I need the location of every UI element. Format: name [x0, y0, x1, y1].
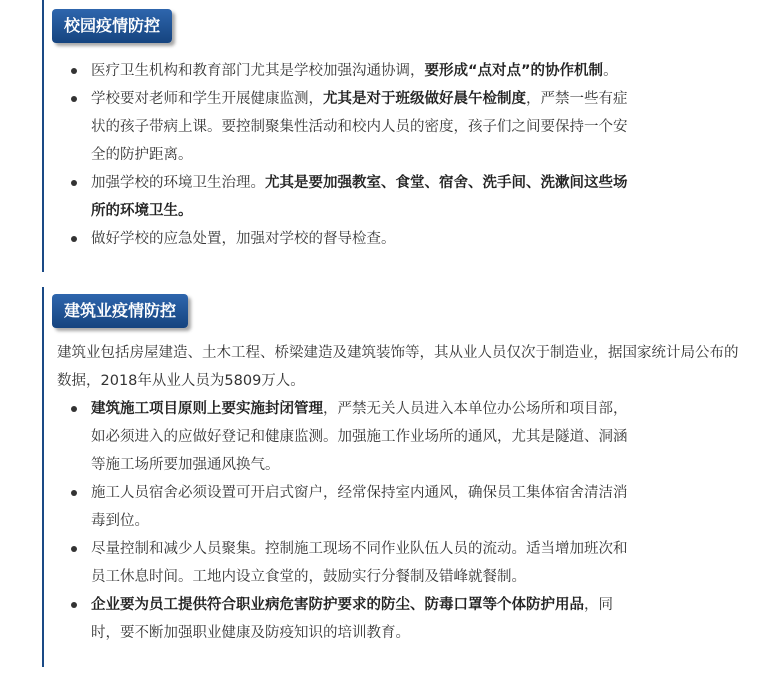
bullet-icon [71, 180, 77, 186]
item-text-bold: 企业要为员工提供符合职业病危害防护要求的防尘、防毒口罩等个体防护用品 [91, 597, 584, 613]
list-item [57, 395, 637, 479]
item-text: 医疗卫生机构和教育部门尤其是学校加强沟通协调， [91, 63, 425, 79]
list-item [57, 169, 637, 225]
section-divider-line [42, 287, 44, 667]
bullet-icon [71, 406, 77, 412]
item-text: 做好学校的应急处置，加强对学校的督导检查。 [91, 231, 396, 247]
bullet-icon [71, 96, 77, 102]
section-divider-line [42, 0, 44, 272]
section-heading: 校园疫情防控 [52, 9, 172, 43]
item-text: 。 [603, 63, 618, 79]
bullet-icon [71, 236, 77, 242]
section-campus [0, 0, 775, 275]
item-text: ，严禁一些有症状的孩子带病上课。要控制聚集性活动和校内人员的密度，孩子们之间要保持一个安全的防护距离。 [91, 91, 628, 163]
section-construction [0, 287, 775, 677]
item-text-bold: 要形成“点对点”的协作机制 [424, 63, 604, 79]
bullet-icon [71, 602, 77, 608]
item-text: 施工人员宿舍必须设置可开启式窗户，经常保持室内通风，确保员工集体宿舍清洁消毒到位。 [91, 485, 628, 529]
bullet-icon [71, 490, 77, 496]
list-item [57, 225, 637, 253]
item-text-bold: 尤其是要加强教室、食堂、宿舍、洗手间、洗漱间这些场所的环境卫生。 [91, 175, 628, 219]
item-text: ，严禁无关人员进入本单位办公场所和项目部，如必须进入的应做好登记和健康监测。加强施工作业场所的通风，尤其是隧道、洞涵等施工场所要加强通风换气。 [91, 401, 628, 473]
item-text: 学校要对老师和学生开展健康监测， [91, 91, 323, 107]
list-item [57, 85, 637, 169]
section-intro: 建筑业包括房屋建造、土木工程、桥梁建造及建筑装饰等，其从业人员仅次于制造业，据国家统计局公布的数据，2018年从业人员为5809万人。 [57, 345, 739, 389]
list-item [57, 591, 637, 647]
section-heading: 建筑业疫情防控 [52, 294, 188, 328]
item-text-bold: 尤其是对于班级做好晨午检制度 [323, 91, 526, 107]
item-text-bold: 建筑施工项目原则上要实施封闭管理 [91, 401, 323, 417]
bullet-icon [71, 546, 77, 552]
bullet-list [57, 57, 637, 253]
bullet-list [57, 395, 637, 647]
list-item [57, 479, 637, 535]
list-item [57, 535, 637, 591]
item-text: 尽量控制和减少人员聚集。控制施工现场不同作业队伍人员的流动。适当增加班次和员工休息时间。工地内设立食堂的，鼓励实行分餐制及错峰就餐制。 [91, 541, 628, 585]
item-text: 加强学校的环境卫生治理。 [91, 175, 265, 191]
item-text: ，同时，要不断加强职业健康及防疫知识的培训教育。 [91, 597, 613, 641]
list-item [57, 57, 637, 85]
bullet-icon [71, 68, 77, 74]
